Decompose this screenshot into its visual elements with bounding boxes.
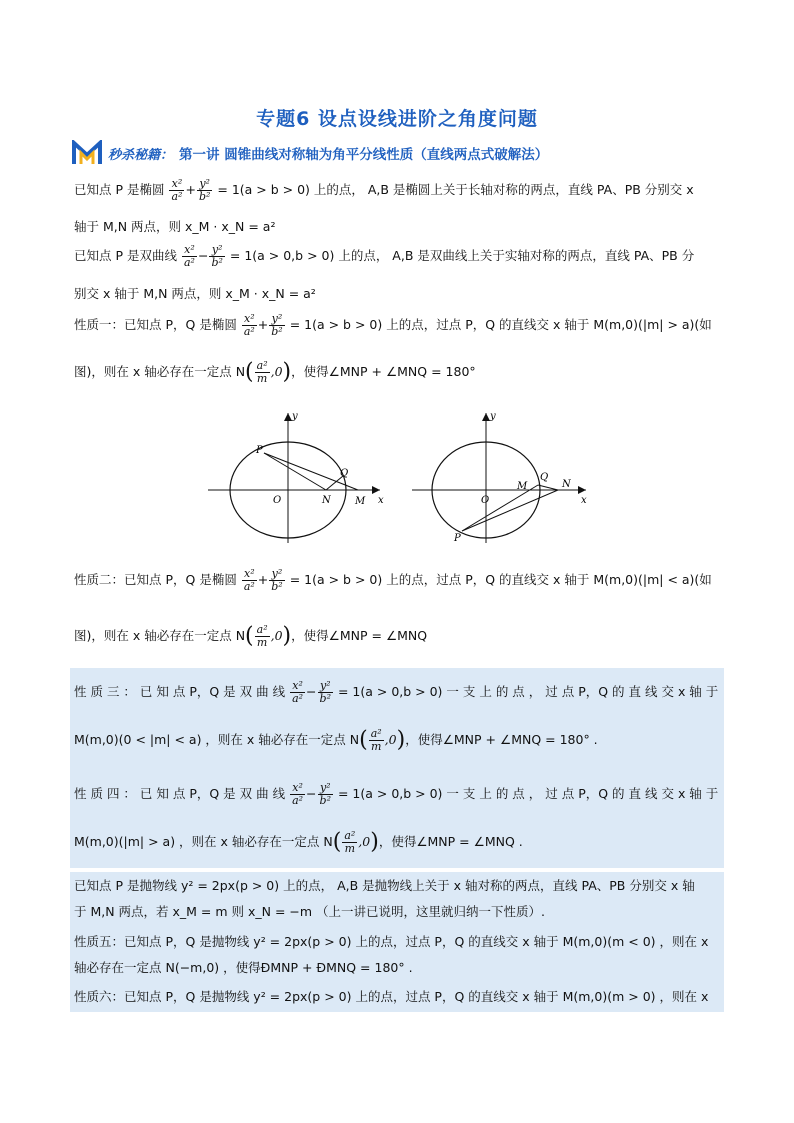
svg-text:y: y [490,411,496,422]
text-line-1: 已知点 P 是椭圆 $\frac{\text{x²}}{\text{a²}}$ + $\frac{\text{y²}}{\text{b²}}$ = 1(a > b > 0) 上的点， A,B 是椭圆上关于长轴对称的两点，直线 PA、PB 分别交 x [74,178,694,203]
svg-text:Q: Q [540,472,549,483]
text-line-5: 性质一：已知点 P，Q 是椭圆 $\frac{\text{x²}}{\text{a²}}$ + $\frac{\text{y²}}{\text{b²}}$ = 1(a > b > 0) 上的点，过点 P，Q 的直线交 x 轴于 M(m,0)(|m| > a)(如 [74,313,712,338]
svg-text:P: P [256,445,263,456]
svg-text:N: N [562,479,571,490]
text-line-12: M(m,0)(|m| > a) ，则在 x 轴必存在一定点 N( $\frac{\text{a²}}{m}$ ,0)，使得∠MNP = ∠MNQ . [74,830,523,855]
text-line-9: 性 质 三 ： 已 知 点 P，Q 是 双 曲 线 $\frac{\text{x²}}{\text{a²}}$ − $\frac{\text{y²}}{\text{b²}}$ = 1(a > 0,b > 0) 一 支 上 的 点 ， 过 点 P，Q 的 直 线 交 x 轴 于 [74,680,719,705]
lecture-title: 第一讲 圆锥曲线对称轴为角平分线性质（直线两点式破解法） [179,147,549,163]
svg-text:P: P [454,533,461,544]
page-title: 专题6 设点设线进阶之角度问题 [256,108,538,130]
text-line-7: 性质二：已知点 P，Q 是椭圆 $\frac{\text{x²}}{\text{a²}}$ + $\frac{\text{y²}}{\text{b²}}$ = 1(a > b > 0) 上的点，过点 P，Q 的直线交 x 轴于 M(m,0)(|m| < a)(如 [74,568,712,593]
text-line-2: 轴于 M,N 两点，则 x_M · x_N = a² [74,219,276,234]
text-line-4: 别交 x 轴于 M,N 两点，则 x_M · x_N = a² [74,286,316,301]
svg-text:N: N [322,495,331,506]
text-line-11: 性 质 四 ： 已 知 点 P，Q 是 双 曲 线 $\frac{\text{x²}}{\text{a²}}$ − $\frac{\text{y²}}{\text{b²}}$ = 1(a > 0,b > 0) 一 支 上 的 点 ， 过 点 P，Q 的 直 线 交 x 轴 于 [74,782,719,807]
svg-text:Q: Q [340,468,349,479]
text-line-8: 图)，则在 x 轴必存在一定点 N( $\frac{\text{a²}}{m}$ ,0)，使得∠MNP = ∠MNQ [74,624,428,649]
text-line-14: 于 M,N 两点，若 x_M = m 则 x_N = −m （上一讲已说明，这里就归纳一下性质）. [74,904,546,919]
text-line-10: M(m,0)(0 < |m| < a) ，则在 x 轴必存在一定点 N( $\frac{\text{a²}}{m}$ ,0)，使得∠MNP + ∠MNQ = 180° . [74,728,598,753]
ellipse-figure [200,405,600,550]
text-line-17: 性质六：已知点 P，Q 是抛物线 y² = 2px(p > 0) 上的点，过点 P，Q 的直线交 x 轴于 M(m,0)(m > 0) ，则在 x [74,989,709,1004]
svg-text:M: M [517,481,528,492]
text-line-13: 已知点 P 是抛物线 y² = 2px(p > 0) 上的点， A,B 是抛物线上关于 x 轴对称的两点，直线 PA、PB 分别交 x 轴 [74,878,695,893]
svg-text:O: O [481,495,490,506]
svg-text:x: x [581,495,587,506]
text-line-3: 已知点 P 是双曲线 $\frac{\text{x²}}{\text{a²}}$ − $\frac{\text{y²}}{\text{b²}}$ = 1(a > 0,b > 0) 上的点， A,B 是双曲线上关于实轴对称的两点，直线 PA、PB 分 [74,244,695,269]
svg-text:y: y [292,411,298,422]
svg-text:O: O [273,495,282,506]
text-line-15: 性质五：已知点 P，Q 是抛物线 y² = 2px(p > 0) 上的点，过点 P，Q 的直线交 x 轴于 M(m,0)(m < 0) ，则在 x [74,934,709,949]
subtitle-bar [72,140,548,166]
svg-text:M: M [355,496,366,507]
m-logo-icon [72,140,102,166]
svg-text:x: x [378,495,384,506]
text-line-6: 图)，则在 x 轴必存在一定点 N( $\frac{\text{a²}}{m}$ ,0)，使得∠MNP + ∠MNQ = 180° [74,360,476,385]
text-line-16: 轴必存在一定点 N(−m,0) ，使得ÐMNP + ÐMNQ = 180° . [74,960,413,975]
brand-label: 秒杀秘籍： [108,147,174,163]
